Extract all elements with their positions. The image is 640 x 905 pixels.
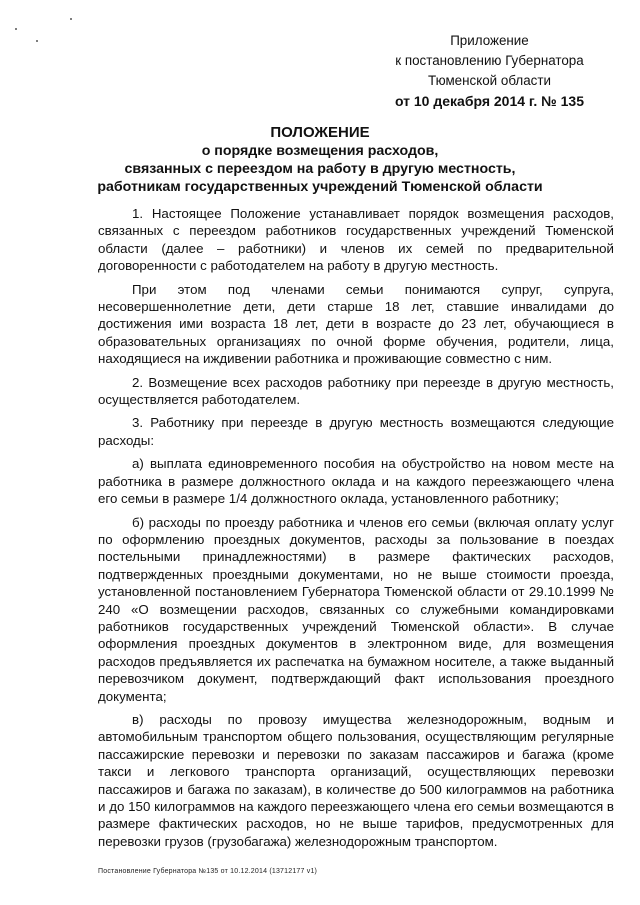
annex-label: Приложение <box>450 33 529 48</box>
annex-block <box>395 31 584 111</box>
heading-line-3: работникам государственных учреждений Тюменской области <box>97 179 543 195</box>
annex-resolution: к постановлению Губернатора <box>395 53 584 68</box>
paragraph-3v: в) расходы по провозу имущества железнодорожным, водным и автомобильным транспортом общего пользования, осуществляющим регулярные пассажирские перевозки и перевозки по заказам пассажиров и багажа (кроме такси и легкового транспорта организаций, осуществляющих перевозки пассажиров и багажа по заказам), в количестве до 500 килограммов на работника и до 150 килограммов на каждого переезжающего члена его семьи возмещаются в размере фактических расходов, но не выше тарифов, предусмотренных для перевозки грузов (грузобагажа) железнодорожным транспортом. <box>98 711 614 849</box>
paragraph-3: 3. Работнику при переезде в другую местность возмещаются следующие расходы: <box>98 415 614 448</box>
paragraph-1-family: При этом под членами семьи понимаются супруг, супруга, несовершеннолетние дети, дети старше 18 лет, ставшие инвалидами до достижения ими возраста 18 лет, дети в возрасте до 23 лет, обучающиеся в образовательных организациях по очной форме обучения, родители, лица, находящиеся на иждивении работника и проживающие совместно с ним. <box>98 281 614 367</box>
heading-line-1: о порядке возмещения расходов, <box>201 143 439 159</box>
paragraph-2: 2. Возмещение всех расходов работнику при переезде в другую местность, осуществляется работодателем. <box>98 374 614 408</box>
scan-speck <box>70 18 72 20</box>
page-footer: Постановление Губернатора №135 от 10.12.2014 (13712177 v1) <box>98 868 318 875</box>
scan-speck <box>36 40 38 42</box>
document-heading <box>0 124 640 196</box>
paragraph-3a: а) выплата единовременного пособия на обустройство на новом месте на работника в размере должностного оклада и на каждого переезжающего члена его семьи в размере 1/4 должностного оклада, установленного работнику; <box>98 456 614 507</box>
paragraph-3b: б) расходы по проезду работника и членов его семьи (включая оплату услуг по оформлению проездных документов, расходы за пользование в поездах постельными принадлежностями) в размере фактических расходов, подтвержденных проездными документами, но не выше стоимости проезда, установленной постановлением Губернатора Тюменской области от 29.10.1999 № 240 «О возмещении расходов, связанных со служебными командировками работников государственных учреждений Тюменской области». В случае оформления проездных документов в электронном виде, для возмещения расходов предъявляется их распечатка на бумажном носителе, а также выданный перевозчиком документ, подтверждающий факт использования проездного документа; <box>98 514 614 704</box>
paragraph-1: 1. Настоящее Положение устанавливает порядок возмещения расходов, связанных с переездом работников государственных учреждений Тюменской области (далее – работники) и членов их семей по предварительной договоренности с работодателем на работу в другую местность. <box>98 206 614 274</box>
annex-date-number: от 10 декабря 2014 г. № 135 <box>394 93 584 109</box>
scan-speck <box>15 28 17 30</box>
annex-region: Тюменской области <box>427 73 551 88</box>
heading-line-2: связанных с переездом на работу в другую местность, <box>124 161 516 177</box>
document-title: ПОЛОЖЕНИЕ <box>270 124 370 141</box>
document-body <box>98 205 614 856</box>
